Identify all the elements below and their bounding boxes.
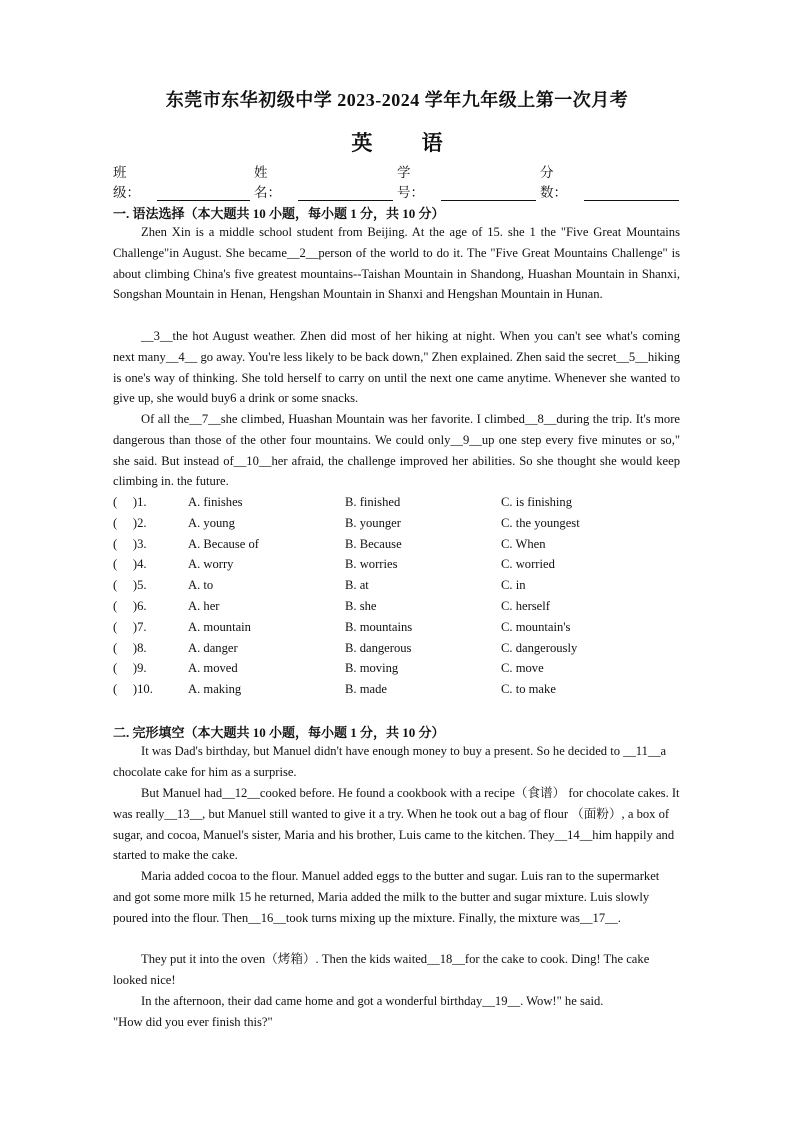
option-c: C. herself xyxy=(501,598,550,613)
option-row xyxy=(113,679,683,700)
option-a: A. worry xyxy=(188,557,234,572)
option-b: B. she xyxy=(345,598,377,613)
option-c: C. is finishing xyxy=(501,495,573,509)
question-number[interactable]: ( )10. xyxy=(113,682,153,697)
option-c: C. When xyxy=(501,536,546,551)
option-c: C. mountain's xyxy=(501,619,571,634)
option-c: C. to make xyxy=(501,682,556,697)
option-b: B. made xyxy=(345,682,387,697)
option-row xyxy=(113,513,683,534)
section1-paragraph: Of all the__7__she climbed, Huashan Mountain was her favorite. I climbed__8__during the trip. It's more dangerous than those of the other four mountains. We could only__9__up one step every five minutes or so," she said. But instead of__10__her afraid, the challenge improved her abilities. So she thought she would keep climbing in. the future. xyxy=(113,412,680,489)
option-c: C. worried xyxy=(501,557,555,572)
option-a: A. mountain xyxy=(188,619,251,634)
student-id-field xyxy=(397,161,540,201)
option-row xyxy=(113,534,683,555)
section2-paragraph: In the afternoon, their dad came home and got a wonderful birthday__19__. Wow!" he said. xyxy=(141,994,604,1008)
section1-title: 一. 语法选择（本大题共 10 小题，每小题 1 分，共 10 分） xyxy=(113,206,445,221)
name-blank[interactable] xyxy=(298,186,393,201)
question-number[interactable]: ( )7. xyxy=(113,619,147,634)
option-row xyxy=(113,617,683,638)
question-number[interactable]: ( )1. xyxy=(113,495,147,509)
section1-paragraph: __3__the hot August weather. Zhen did most of her hiking at night. When you can't see what's coming next many__4__ go away. You're less likely to be back down," Zhen explained. Zhen said the secret__5__hiking is one's way of thinking. She told herself to carry on until the next one came anytime. Whenever she wanted to give up, she would buy6 a drink or some snacks. xyxy=(113,329,680,406)
section2-paragraph: They put it into the oven（烤箱）. Then the kids waited__18__for the cake to cook. Ding! The cake looked nice! xyxy=(113,952,650,987)
option-row xyxy=(113,638,683,659)
name-label: 姓名： xyxy=(254,165,282,200)
option-c: C. move xyxy=(501,661,544,676)
question-number[interactable]: ( )8. xyxy=(113,640,147,655)
question-number[interactable]: ( )2. xyxy=(113,515,147,530)
section2-paragraph: But Manuel had__12__cooked before. He found a cookbook with a recipe（食谱） for chocolate cakes. It was really__13__, but Manuel still wanted to give it a try. When he took out a bag of flour （面粉）, a box of sugar, and cocoa, Manuel's sister, Maria and his brother, Luis came to the kitchen. They__14__him happily and started to make the cake. xyxy=(113,786,680,863)
option-a: A. finishes xyxy=(188,495,243,509)
option-row xyxy=(113,575,683,596)
option-a: A. making xyxy=(188,682,242,697)
option-a: A. young xyxy=(188,515,235,530)
option-b: B. Because xyxy=(345,536,402,551)
option-a: A. to xyxy=(188,578,214,593)
option-a: A. moved xyxy=(188,661,238,676)
option-b: B. moving xyxy=(345,661,399,676)
class-blank[interactable] xyxy=(157,186,250,201)
score-blank[interactable] xyxy=(584,186,679,201)
question-number[interactable]: ( )9. xyxy=(113,661,147,676)
question-number[interactable]: ( )5. xyxy=(113,578,147,593)
score-label: 分数： xyxy=(540,165,568,200)
student-info-row xyxy=(113,161,683,201)
subject-title: 英 语 xyxy=(351,131,465,155)
option-c: C. the youngest xyxy=(501,515,580,530)
option-b: B. finished xyxy=(345,495,401,509)
section2-paragraph: "How did you ever finish this?" xyxy=(113,1015,273,1029)
section2-paragraph: It was Dad's birthday, but Manuel didn't have enough money to buy a present. So he decided to __11__a chocolate cake for him as a surprise. xyxy=(113,744,667,779)
option-row xyxy=(113,658,683,679)
option-b: B. younger xyxy=(345,515,401,530)
score-field xyxy=(540,161,683,201)
student-id-blank[interactable] xyxy=(441,186,536,201)
option-a: A. Because of xyxy=(188,536,259,551)
student-id-label: 学号： xyxy=(397,165,425,200)
option-b: B. mountains xyxy=(345,619,413,634)
option-a: A. danger xyxy=(188,640,238,655)
class-label: 班级： xyxy=(113,165,140,200)
option-b: B. dangerous xyxy=(345,640,412,655)
question-number[interactable]: ( )6. xyxy=(113,598,147,613)
question-number[interactable]: ( )4. xyxy=(113,557,147,572)
option-c: C. in xyxy=(501,578,526,593)
section1-options xyxy=(113,492,683,700)
option-row xyxy=(113,492,683,513)
section2-paragraph: Maria added cocoa to the flour. Manuel added eggs to the butter and sugar. Luis ran to the supermarket and got some more milk 15 he returned, Maria added the milk to the butter and sugar mixture. Luis slowly poured into the flour. Then__16__took turns mixing up the mixture. Finally, the mixture was__17__. xyxy=(113,869,660,925)
option-c: C. dangerously xyxy=(501,640,578,655)
option-a: A. her xyxy=(188,598,220,613)
exam-title: 东莞市东华初级中学 2023-2024 学年九年级上第一次月考 xyxy=(165,90,629,110)
class-field xyxy=(113,161,254,201)
question-number[interactable]: ( )3. xyxy=(113,536,147,551)
option-b: B. at xyxy=(345,578,369,593)
name-field xyxy=(254,161,397,201)
option-row xyxy=(113,596,683,617)
section2-title: 二. 完形填空（本大题共 10 小题，每小题 1 分，共 10 分） xyxy=(113,725,445,740)
section1-paragraph: Zhen Xin is a middle school student from Beijing. At the age of 15. she 1 the "Five Great Mountains Challenge"in August. She became__2__person of the world to do it. The "Five Great Mountains Challenge" is about climbing China's five greatest mountains--Taishan Mountain in Shandong, Huashan Mountain in Shanxi, Songshan Mountain in Henan, Hengshan Mountain in Shanxi and Hengshan Mountain in Hunan. xyxy=(113,225,680,302)
option-row xyxy=(113,554,683,575)
option-b: B. worries xyxy=(345,557,398,572)
